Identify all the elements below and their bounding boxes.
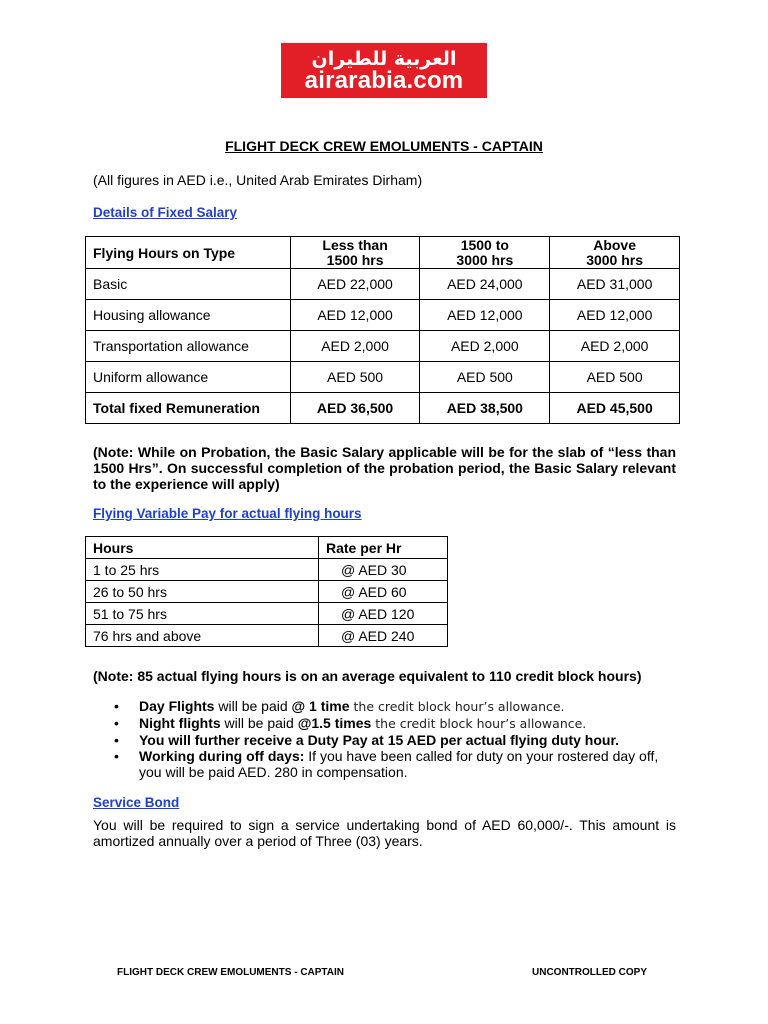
table-row [86, 362, 680, 393]
variable-pay-link[interactable]: Flying Variable Pay for actual flying hours [93, 506, 362, 521]
fixed-salary-link[interactable]: Details of Fixed Salary [93, 205, 238, 220]
bullet-icon: • [114, 732, 119, 748]
table-cell: @ AED 60 [319, 581, 448, 603]
table-cell: 1 to 25 hrs [86, 559, 319, 581]
table-cell: AED 2,000 [550, 331, 680, 362]
row-label: Uniform allowance [86, 362, 291, 393]
variable-pay-table [85, 536, 448, 647]
bullet-icon: • [114, 698, 119, 714]
table-cell: AED 500 [550, 362, 680, 393]
header-cell: Flying Hours on Type [86, 237, 291, 269]
header-cell: Less than 1500 hrs [290, 237, 420, 269]
table-row [86, 559, 448, 581]
table-row [86, 300, 680, 331]
currency-note: (All figures in AED i.e., United Arab Emirates Dirham) [93, 172, 423, 188]
credit-hours-note: (Note: 85 actual flying hours is on an average equivalent to 110 credit block hours) [93, 668, 642, 684]
list-item: • Night flights will be paid @1.5 times the credit block hour’s allowance. [114, 715, 587, 731]
footer-title: FLIGHT DECK CREW EMOLUMENTS - CAPTAIN [117, 967, 345, 978]
service-bond-heading[interactable] [93, 794, 676, 811]
table-cell: AED 24,000 [420, 269, 550, 300]
table-cell: AED 500 [420, 362, 550, 393]
fixed-salary-table [85, 236, 680, 424]
table-cell: AED 22,000 [290, 269, 420, 300]
table-cell: @ AED 240 [319, 625, 448, 647]
header-cell: 1500 to 3000 hrs [420, 237, 550, 269]
total-row [86, 393, 680, 424]
table-cell: AED 2,000 [290, 331, 420, 362]
table-row [86, 625, 448, 647]
table-cell: AED 31,000 [550, 269, 680, 300]
row-label: Transportation allowance [86, 331, 291, 362]
table-cell: AED 36,500 [290, 393, 420, 424]
logo-english-text: airarabia.com [304, 67, 464, 94]
list-item: • Working during off days: If you have been called for duty on your rostered day off, you will be paid AED. 280 in compensation. [114, 748, 659, 780]
bullet-icon: • [114, 748, 119, 764]
table-cell: AED 500 [290, 362, 420, 393]
table-cell: AED 38,500 [420, 393, 550, 424]
footer-copy-status: UNCONTROLLED COPY [532, 967, 647, 978]
service-bond-link[interactable]: Service Bond [93, 795, 180, 810]
table-cell: AED 12,000 [290, 300, 420, 331]
table-cell: 76 hrs and above [86, 625, 319, 647]
row-label: Total fixed Remuneration [86, 393, 291, 424]
table-cell: AED 45,500 [550, 393, 680, 424]
table-cell: AED 2,000 [420, 331, 550, 362]
probation-note: (Note: While on Probation, the Basic Salary applicable will be for the slab of “less than 1500 Hrs”. On successful completion of the probation period, the Basic Salary relevant to the experience will apply) [93, 444, 676, 492]
row-label: Housing allowance [86, 300, 291, 331]
table-cell: AED 12,000 [420, 300, 550, 331]
benefits-list [93, 698, 676, 780]
header-cell: Above 3000 hrs [550, 237, 680, 269]
table-cell: 51 to 75 hrs [86, 603, 319, 625]
table-cell: 26 to 50 hrs [86, 581, 319, 603]
list-item: • You will further receive a Duty Pay at 15 AED per actual flying duty hour. [114, 732, 620, 748]
service-bond-text: You will be required to sign a service undertaking bond of AED 60,000/-. This amount is amortized annually over a period of Three (03) years. [93, 817, 676, 849]
table-row [86, 331, 680, 362]
table-cell: AED 12,000 [550, 300, 680, 331]
header-cell: Hours [86, 537, 319, 559]
page-title: FLIGHT DECK CREW EMOLUMENTS - CAPTAIN [225, 138, 543, 154]
bullet-icon: • [114, 715, 119, 731]
table-row [86, 581, 448, 603]
table-header-row [86, 537, 448, 559]
list-item: • Day Flights will be paid @ 1 time the credit block hour’s allowance. [114, 698, 565, 714]
table-row [86, 269, 680, 300]
table-row [86, 603, 448, 625]
table-cell: @ AED 30 [319, 559, 448, 581]
row-label: Basic [86, 269, 291, 300]
table-header-row [86, 237, 680, 269]
table-cell: @ AED 120 [319, 603, 448, 625]
fixed-salary-heading[interactable] [93, 204, 676, 221]
logo-arabic-text: العربية للطيران [311, 48, 457, 70]
variable-pay-heading[interactable] [93, 505, 676, 522]
airarabia-logo [281, 43, 487, 98]
header-cell: Rate per Hr [319, 537, 448, 559]
